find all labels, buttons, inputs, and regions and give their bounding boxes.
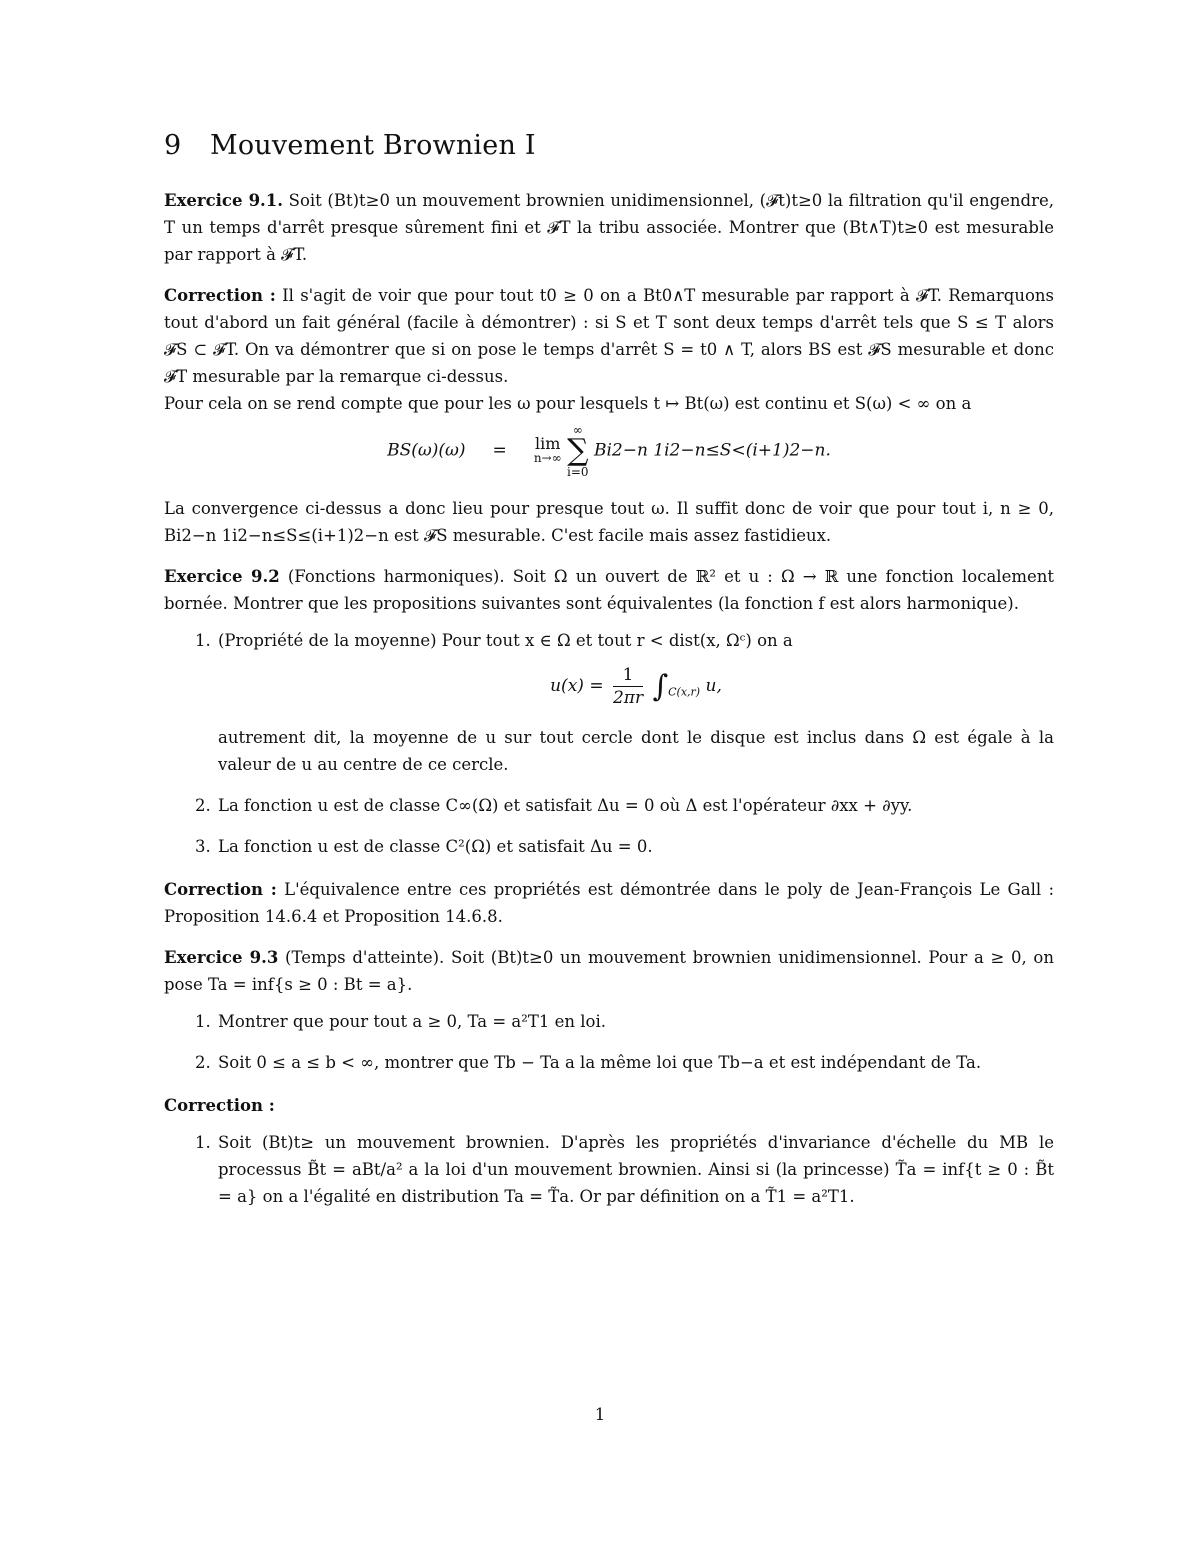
correction-9-3-list [164,1129,1054,1210]
lim-sub: n→∞ [533,451,562,465]
exercise-9-2 [164,563,1054,617]
page-content [164,130,1054,1226]
exercise-statement: (Temps d'atteinte). Soit (Bt)t≥0 un mouvement brownien unidimensionnel. Pour a ≥ 0, on pose Ta = inf{s ≥ 0 : Bt = a}. [164,948,1054,994]
list-item-text: autrement dit, la moyenne de u sur tout cercle dont le disque est inclus dans Ω est égale à la valeur de u au centre de ce cercle. [218,728,1054,774]
list-item: 2. La fonction u est de classe C∞(Ω) et satisfait Δu = 0 où Δ est l'opérateur ∂xx + ∂yy. [216,792,1054,819]
page-number: 1 [594,1405,606,1424]
frac-num: 1 [613,664,643,687]
correction-9-1-p2: Pour cela on se rend compte que pour les ω pour lesquels t ↦ Bt(ω) est continu et S(ω) < ∞ on a [164,394,972,413]
correction-9-3 [164,1092,1054,1119]
exercise-statement: Soit (Bt)t≥0 un mouvement brownien unidimensionnel, (𝓕t)t≥0 la filtration qu'il engendre, T un temps d'arrêt presque sûrement fini et 𝓕T la tribu associée. Montrer que (Bt∧T)t≥0 est mesurable par rapport à 𝓕T. [164,191,1054,264]
eq-lim [533,434,562,465]
exercise-label: Exercice 9.1. [164,191,284,210]
eq-rhs: u, [705,676,722,696]
exercise-9-2-list [164,627,1054,860]
list-item: 2. Soit 0 ≤ a ≤ b < ∞, montrer que Tb − Ta a la même loi que Tb−a et est indépendant de Ta. [216,1049,1054,1076]
correction-label: Correction : [164,880,277,899]
correction-text: Il s'agit de voir que pour tout t0 ≥ 0 on a Bt0∧T mesurable par rapport à 𝓕T. Remarquons tout d'abord un fait général (facile à démontrer) : si S et T sont deux temps d'arrêt tels que S ≤ T alors 𝓕S ⊂ 𝓕T. On va démontrer que si on pose le temps d'arrêt S = t0 ∧ T, alors BS est 𝓕S mesurable et donc 𝓕T mesurable par la remarque ci-dessus. [164,286,1054,386]
correction-9-1-p3: La convergence ci-dessus a donc lieu pour presque tout ω. Il suffit donc de voir que pour tout i, n ≥ 0, Bi2−n 1i2−n≤S≤(i+1)2−n est 𝓕S mesurable. C'est facile mais assez fastidieux. [164,499,1054,545]
exercise-9-3-list [164,1008,1054,1076]
correction-9-1-p1 [164,282,1054,390]
exercise-label: Exercice 9.2 [164,567,280,586]
correction-label: Correction : [164,1096,275,1115]
eq-equals: = [492,440,507,461]
list-item-text: (Propriété de la moyenne) Pour tout x ∈ Ω et tout r < dist(x, Ωᶜ) on a [218,631,793,650]
eq-sum [567,423,589,479]
section-title [164,130,1054,161]
eq-rhs: Bi2−n 1i2−n≤S<(i+1)2−n. [593,440,831,461]
exercise-9-3 [164,944,1054,998]
correction-9-2 [164,876,1054,930]
exercise-statement: (Fonctions harmoniques). Soit Ω un ouvert de ℝ² et u : Ω → ℝ une fonction localement bornée. Montrer que les propositions suivantes sont équivalentes (la fonction f est alors harmonique). [164,567,1054,613]
list-item: 1. Soit (Bt)t≥ un mouvement brownien. D'après les propriétés d'invariance d'échelle du MB le processus B̃t = aBt/a² a la loi d'un mouvement brownien. Ainsi si (la princesse) T̃a = inf{t ≥ 0 : B̃t = a} on a l'égalité en distribution Ta = T̃a. Or par définition on a T̃1 = a²T1. [216,1129,1054,1210]
list-item: 3. La fonction u est de classe C²(Ω) et satisfait Δu = 0. [216,833,1054,860]
integral-symbol: ∫ [652,669,669,704]
list-item: 1. Montrer que pour tout a ≥ 0, Ta = a²T1 en loi. [216,1008,1054,1035]
section-title-text: Mouvement Brownien I [210,130,536,161]
integral-sub: C(x,r) [668,685,701,699]
sum-top: ∞ [572,423,583,437]
correction-text: L'équivalence entre ces propriétés est démontrée dans le poly de Jean-François Le Gall : Proposition 14.6.4 et Proposition 14.6.8. [164,880,1054,926]
eq-lhs: u(x) = [550,676,604,696]
exercise-9-1 [164,187,1054,268]
lim-text: lim [535,434,561,453]
equation-mean [218,664,1054,720]
section-number: 9 [164,130,182,161]
list-item [216,627,1054,778]
eq-lhs: BS(ω)(ω) [387,440,466,461]
eq-fraction [613,664,643,709]
frac-den: 2πr [612,688,644,708]
equation-limit [164,423,1054,485]
correction-label: Correction : [164,286,276,305]
exercise-label: Exercice 9.3 [164,948,279,967]
sum-bottom: i=0 [567,465,589,479]
sum-symbol: ∑ [567,433,589,468]
